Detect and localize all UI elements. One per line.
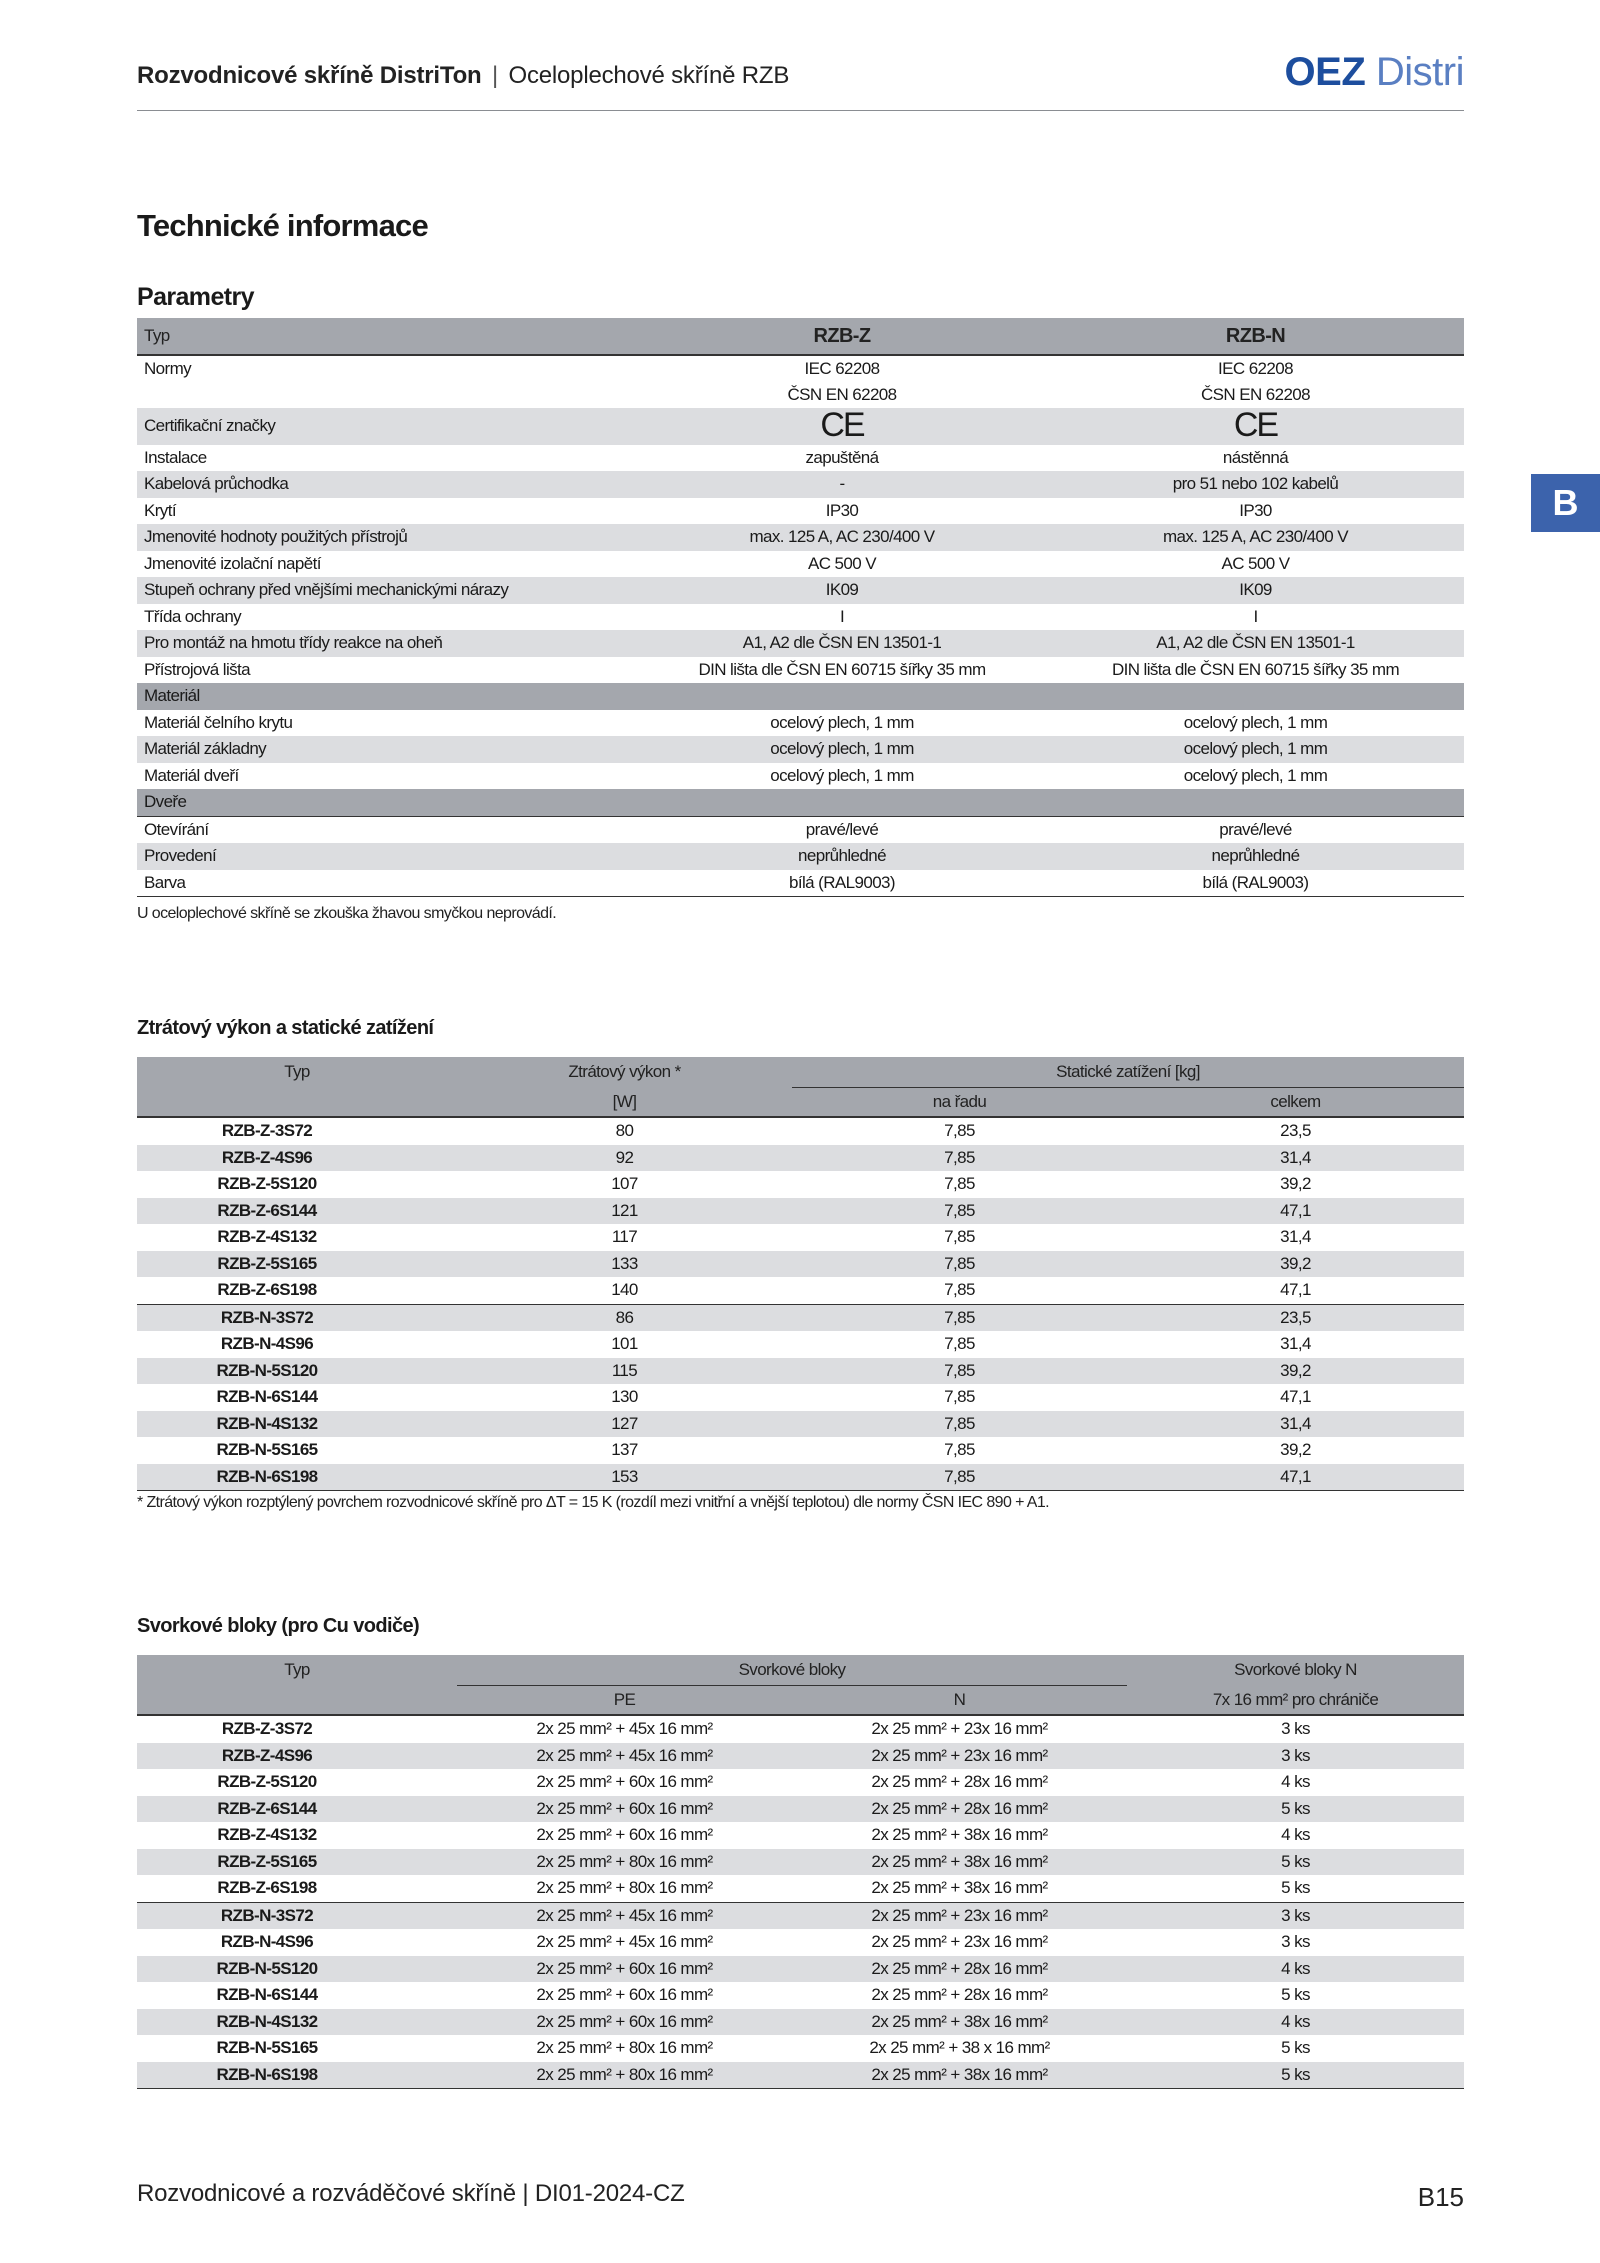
power-title: Ztrátový výkon a statické zatížení <box>137 1017 434 1039</box>
terminals-header-pe: PE <box>457 1686 792 1716</box>
header-title-rest: Oceloplechové skříně RZB <box>508 62 790 89</box>
param-value-n: ocelový plech, 1 mm <box>1183 739 1328 758</box>
params-group-material <box>137 683 1464 710</box>
params-header-typ: Typ <box>137 318 637 355</box>
param-value-z: ocelový plech, 1 mm <box>770 765 914 785</box>
brand-oez: OEZ <box>1284 50 1366 94</box>
param-value-n: I <box>1253 606 1258 626</box>
row-load: 7,85 <box>792 1464 1127 1491</box>
footer-text: Rozvodnicové a rozváděčové skříně | DI01-2024-CZ <box>137 2180 685 2207</box>
table-row <box>137 2035 1464 2062</box>
param-value-z: ocelový plech, 1 mm <box>770 739 914 758</box>
page-number: B15 <box>1417 2182 1464 2212</box>
param-value-n: IP30 <box>1239 500 1272 520</box>
table-row <box>137 1902 1464 1929</box>
params-header-row <box>137 318 1464 355</box>
terminals-table <box>137 1655 1464 2089</box>
terminals-header-n: N <box>792 1686 1127 1716</box>
row-typ: RZB-N-3S72 <box>137 1902 457 1929</box>
power-subheader-row <box>137 1088 1464 1118</box>
row-pe: 2x 25 mm² + 80x 16 mm² <box>457 2062 792 2089</box>
table-row <box>137 1331 1464 1358</box>
terminals-header-blocks-n: Svorkové bloky N <box>1234 1660 1357 1680</box>
row-n: 2x 25 mm² + 38x 16 mm² <box>871 1825 1048 1844</box>
row-loss: 140 <box>611 1280 638 1299</box>
power-subheader-empty <box>137 1088 457 1118</box>
row-n: 2x 25 mm² + 23x 16 mm² <box>871 1719 1048 1738</box>
row-loss: 153 <box>457 1464 792 1491</box>
row-total: 47,1 <box>1127 1464 1464 1491</box>
param-label: Krytí <box>144 500 176 520</box>
row-pe: 2x 25 mm² + 45x 16 mm² <box>536 1719 713 1738</box>
table-row <box>137 1358 1464 1385</box>
table-row <box>137 1849 1464 1876</box>
row-pe: 2x 25 mm² + 80x 16 mm² <box>536 2038 713 2057</box>
params-row <box>137 355 1464 408</box>
row-total: 23,5 <box>1280 1121 1311 1140</box>
row-load: 7,85 <box>944 1360 975 1380</box>
params-row <box>137 498 1464 525</box>
row-typ: RZB-Z-6S198 <box>217 1878 317 1897</box>
param-value-z: - <box>839 474 845 493</box>
power-header-loss: Ztrátový výkon * <box>568 1062 681 1082</box>
param-value-z: I <box>839 606 845 626</box>
row-typ: RZB-Z-6S144 <box>217 1200 317 1220</box>
params-row <box>137 471 1464 498</box>
params-row <box>137 408 1464 445</box>
param-value-z: max. 125 A, AC 230/400 V <box>749 527 935 546</box>
table-row <box>137 1277 1464 1304</box>
row-typ: RZB-N-6S144 <box>216 1985 318 2004</box>
row-typ: RZB-N-6S198 <box>137 1464 457 1491</box>
param-value-n: ocelový plech, 1 mm <box>1183 765 1328 785</box>
params-title: Parametry <box>137 283 254 311</box>
param-value-z: ocelový plech, 1 mm <box>770 712 914 732</box>
row-blocks-n: 3 ks <box>1281 1745 1310 1765</box>
row-typ: RZB-N-5S165 <box>216 2038 318 2057</box>
power-header-static: Statické zatížení [kg] <box>792 1057 1464 1088</box>
param-value-n-line2: ČSN EN 62208 <box>1200 385 1311 404</box>
header-separator: | <box>491 62 499 89</box>
terminals-subheader-row <box>137 1686 1464 1716</box>
section-title: Technické informace <box>137 208 428 243</box>
param-value-z: AC 500 V <box>808 553 876 573</box>
row-load: 7,85 <box>944 1440 975 1459</box>
row-loss: 133 <box>611 1253 638 1273</box>
ce-mark-icon: CE <box>1233 408 1278 444</box>
row-typ: RZB-Z-6S144 <box>217 1798 317 1818</box>
row-total: 47,1 <box>1280 1387 1311 1406</box>
row-blocks-n: 5 ks <box>1281 1851 1310 1871</box>
power-header-total: celkem <box>1127 1088 1464 1118</box>
row-pe: 2x 25 mm² + 60x 16 mm² <box>536 2011 713 2031</box>
row-load: 7,85 <box>944 1121 975 1140</box>
param-label: Materiál dveří <box>144 765 239 785</box>
params-group-doors <box>137 789 1464 816</box>
row-total: 47,1 <box>1280 1200 1311 1220</box>
power-header-loss-unit: [W] <box>457 1088 792 1118</box>
terminals-body <box>137 1715 1464 2089</box>
table-row <box>137 1224 1464 1251</box>
row-total: 31,4 <box>1280 1147 1311 1167</box>
row-loss: 107 <box>611 1174 638 1193</box>
param-label: Stupeň ochrany před vnějšími mechanickými nárazy <box>144 580 509 599</box>
params-row <box>137 816 1464 843</box>
params-row <box>137 630 1464 657</box>
row-typ: RZB-Z-4S132 <box>217 1227 317 1246</box>
table-row <box>137 1437 1464 1464</box>
row-load: 7,85 <box>944 1200 975 1220</box>
params-row <box>137 604 1464 631</box>
chapter-tab: B <box>1531 474 1600 532</box>
param-label: Instalace <box>144 447 207 467</box>
row-total: 47,1 <box>1280 1280 1311 1299</box>
params-row <box>137 870 1464 897</box>
row-blocks-n: 5 ks <box>1281 1985 1310 2004</box>
row-pe: 2x 25 mm² + 80x 16 mm² <box>536 1878 713 1897</box>
param-value-n: neprůhledné <box>1211 846 1300 865</box>
row-total: 39,2 <box>1280 1253 1311 1273</box>
power-table <box>137 1057 1464 1491</box>
param-value-n: pro 51 nebo 102 kabelů <box>1172 474 1339 493</box>
param-label: Materiál základny <box>144 739 267 758</box>
power-note: * Ztrátový výkon rozptýlený povrchem rozvodnicové skříně pro ΔT = 15 K (rozdíl mezi vnitřní a vnější teplotou) dle normy ČSN IEC 890 + A1. <box>137 1494 1050 1511</box>
row-load: 7,85 <box>944 1147 975 1167</box>
row-loss: 137 <box>611 1440 638 1459</box>
row-n: 2x 25 mm² + 38x 16 mm² <box>871 1851 1048 1871</box>
row-typ: RZB-Z-3S72 <box>221 1719 313 1738</box>
row-blocks-n: 5 ks <box>1281 1878 1310 1897</box>
ce-mark-n <box>1047 408 1464 445</box>
table-row <box>137 1929 1464 1956</box>
table-row <box>137 1198 1464 1225</box>
param-value-n <box>1047 355 1464 408</box>
params-note: U oceloplechové skříně se zkouška žhavou smyčkou neprovádí. <box>137 905 557 922</box>
row-blocks-n: 5 ks <box>1281 2038 1310 2057</box>
param-value-z: zapuštěná <box>805 447 879 467</box>
table-row <box>137 1171 1464 1198</box>
table-row <box>137 1769 1464 1796</box>
row-total: 31,4 <box>1280 1334 1311 1353</box>
row-blocks-n: 3 ks <box>1281 1932 1310 1951</box>
row-blocks-n: 4 ks <box>1281 2011 1310 2031</box>
param-value-z: DIN lišta dle ČSN EN 60715 šířky 35 mm <box>698 659 986 679</box>
params-row <box>137 657 1464 684</box>
params-row <box>137 710 1464 737</box>
row-pe: 2x 25 mm² + 45x 16 mm² <box>457 1902 792 1929</box>
param-label: Jmenovité hodnoty použitých přístrojů <box>144 527 408 546</box>
row-n: 2x 25 mm² + 28x 16 mm² <box>871 1772 1048 1791</box>
row-typ: RZB-N-4S96 <box>220 1334 314 1353</box>
row-typ: RZB-Z-4S96 <box>221 1147 313 1167</box>
row-typ: RZB-N-6S198 <box>137 2062 457 2089</box>
row-blocks-n: 3 ks <box>1281 1719 1310 1738</box>
row-load: 7,85 <box>944 1174 975 1193</box>
row-load: 7,85 <box>792 1304 1127 1331</box>
params-table <box>137 318 1464 897</box>
row-blocks-n: 4 ks <box>1281 1772 1310 1791</box>
row-blocks-n: 5 ks <box>1127 2062 1464 2089</box>
row-typ: RZB-N-5S165 <box>216 1440 318 1459</box>
param-value-n-line1: IEC 62208 <box>1218 359 1293 378</box>
row-n: 2x 25 mm² + 23x 16 mm² <box>792 1902 1127 1929</box>
row-pe: 2x 25 mm² + 60x 16 mm² <box>536 1958 713 1978</box>
power-header-row <box>137 1057 1464 1088</box>
table-row <box>137 1982 1464 2009</box>
table-row <box>137 2009 1464 2036</box>
row-loss: 80 <box>615 1121 634 1140</box>
param-value-z <box>637 355 1047 408</box>
row-blocks-n: 4 ks <box>1281 1958 1310 1978</box>
params-row <box>137 551 1464 578</box>
param-label: Přístrojová lišta <box>144 659 251 679</box>
params-row <box>137 524 1464 551</box>
row-loss: 121 <box>611 1200 638 1220</box>
params-row <box>137 843 1464 870</box>
param-value-n: pravé/levé <box>1219 819 1292 839</box>
brand-logo <box>1285 50 1464 95</box>
row-loss: 117 <box>611 1227 638 1246</box>
row-total: 39,2 <box>1280 1440 1311 1459</box>
param-label: Pro montáž na hmotu třídy reakce na oheň <box>144 633 443 652</box>
param-value-z: A1, A2 dle ČSN EN 13501-1 <box>742 633 942 652</box>
row-typ: RZB-Z-5S120 <box>217 1174 317 1193</box>
row-total: 31,4 <box>1280 1227 1311 1246</box>
row-n: 2x 25 mm² + 28x 16 mm² <box>871 1958 1048 1978</box>
row-typ: RZB-N-5S120 <box>216 1958 318 1978</box>
param-value-z: pravé/levé <box>805 819 879 839</box>
row-n: 2x 25 mm² + 23x 16 mm² <box>871 1745 1048 1765</box>
param-label: Materiál čelního krytu <box>144 712 293 732</box>
row-load: 7,85 <box>944 1227 975 1246</box>
param-value-n: DIN lišta dle ČSN EN 60715 šířky 35 mm <box>1111 659 1400 679</box>
terminals-header-n-protect: 7x 16 mm² pro chrániče <box>1127 1686 1464 1716</box>
power-header-row-load: na řadu <box>792 1088 1127 1118</box>
table-row <box>137 1304 1464 1331</box>
row-load: 7,85 <box>944 1280 975 1299</box>
row-typ: RZB-N-3S72 <box>137 1304 457 1331</box>
table-row <box>137 1743 1464 1770</box>
table-row <box>137 1117 1464 1145</box>
param-value-n: bílá (RAL9003) <box>1047 870 1464 897</box>
row-pe: 2x 25 mm² + 60x 16 mm² <box>536 1798 713 1818</box>
table-row <box>137 1464 1464 1491</box>
row-blocks-n: 5 ks <box>1281 1798 1310 1818</box>
table-row <box>137 1796 1464 1823</box>
row-total: 31,4 <box>1280 1413 1311 1433</box>
row-typ: RZB-N-4S96 <box>220 1932 314 1951</box>
row-loss: 92 <box>615 1147 634 1167</box>
power-header-typ: Typ <box>284 1062 310 1082</box>
row-typ: RZB-N-6S144 <box>216 1387 318 1406</box>
table-row <box>137 1251 1464 1278</box>
row-typ: RZB-Z-4S132 <box>217 1825 317 1844</box>
param-value-n: IK09 <box>1239 580 1272 599</box>
terminals-title: Svorkové bloky (pro Cu vodiče) <box>137 1615 420 1637</box>
table-row <box>137 1384 1464 1411</box>
row-typ: RZB-Z-4S96 <box>221 1745 313 1765</box>
table-row <box>137 1956 1464 1983</box>
row-pe: 2x 25 mm² + 45x 16 mm² <box>536 1932 713 1951</box>
param-label: Normy <box>144 359 192 378</box>
row-pe: 2x 25 mm² + 80x 16 mm² <box>536 1851 713 1871</box>
param-value-z: bílá (RAL9003) <box>637 870 1047 897</box>
row-total: 23,5 <box>1127 1304 1464 1331</box>
row-typ: RZB-Z-5S120 <box>217 1772 317 1791</box>
table-row <box>137 1715 1464 1743</box>
param-value-z-line1: IEC 62208 <box>804 359 880 378</box>
row-pe: 2x 25 mm² + 60x 16 mm² <box>536 1985 713 2004</box>
param-label: Certifikační značky <box>144 416 276 435</box>
param-value-z: IK09 <box>825 580 859 599</box>
param-label: Otevírání <box>144 819 209 839</box>
param-value-z: IP30 <box>825 500 859 520</box>
group-label: Materiál <box>137 683 1464 710</box>
row-typ: RZB-N-4S132 <box>216 2011 318 2031</box>
row-pe: 2x 25 mm² + 60x 16 mm² <box>536 1825 713 1844</box>
param-label: Jmenovité izolační napětí <box>144 553 321 573</box>
params-row <box>137 763 1464 790</box>
terminals-header-row <box>137 1655 1464 1686</box>
row-blocks-n: 4 ks <box>1281 1825 1310 1844</box>
param-value-n: nástěnná <box>1222 447 1289 467</box>
terminals-subheader-empty <box>137 1686 457 1716</box>
params-header-rzb-n: RZB-N <box>1047 318 1464 355</box>
row-blocks-n: 3 ks <box>1127 1902 1464 1929</box>
row-typ: RZB-Z-5S165 <box>217 1253 317 1273</box>
ce-mark-icon: CE <box>820 408 864 444</box>
row-loss: 86 <box>457 1304 792 1331</box>
row-loss: 115 <box>611 1360 638 1380</box>
params-row <box>137 736 1464 763</box>
table-row <box>137 1875 1464 1902</box>
table-row <box>137 1145 1464 1172</box>
param-label: Barva <box>137 870 637 897</box>
brand-distri: Distri <box>1375 50 1464 94</box>
param-value-n: AC 500 V <box>1221 553 1290 573</box>
header-title <box>137 62 789 90</box>
param-label: Kabelová průchodka <box>144 474 289 493</box>
row-typ: RZB-Z-6S198 <box>217 1280 317 1299</box>
row-n: 2x 25 mm² + 38x 16 mm² <box>871 1878 1048 1897</box>
row-load: 7,85 <box>944 1413 975 1433</box>
params-row <box>137 445 1464 472</box>
page-header <box>137 52 1464 111</box>
row-pe: 2x 25 mm² + 60x 16 mm² <box>536 1772 713 1791</box>
row-typ: RZB-Z-5S165 <box>217 1851 317 1871</box>
row-n: 2x 25 mm² + 38x 16 mm² <box>792 2062 1127 2089</box>
row-load: 7,85 <box>944 1387 975 1406</box>
row-n: 2x 25 mm² + 38x 16 mm² <box>871 2011 1048 2031</box>
row-typ: RZB-N-4S132 <box>216 1413 318 1433</box>
ce-mark-z <box>637 408 1047 445</box>
param-label: Provedení <box>144 846 217 865</box>
param-value-n: max. 125 A, AC 230/400 V <box>1162 527 1348 546</box>
params-header-rzb-z: RZB-Z <box>637 318 1047 355</box>
param-value-n: ocelový plech, 1 mm <box>1183 712 1328 732</box>
row-typ: RZB-Z-3S72 <box>221 1121 313 1140</box>
terminals-header-blocks: Svorkové bloky <box>457 1655 1127 1686</box>
row-n: 2x 25 mm² + 38 x 16 mm² <box>869 2038 1050 2057</box>
row-total: 39,2 <box>1280 1174 1311 1193</box>
row-n: 2x 25 mm² + 28x 16 mm² <box>871 1798 1048 1818</box>
param-value-z-line2: ČSN EN 62208 <box>787 385 897 404</box>
row-loss: 130 <box>611 1387 638 1406</box>
group-label: Dveře <box>137 789 1464 816</box>
header-title-bold: Rozvodnicové skříně DistriTon <box>137 62 482 89</box>
row-pe: 2x 25 mm² + 45x 16 mm² <box>536 1745 713 1765</box>
table-row <box>137 1411 1464 1438</box>
row-load: 7,85 <box>944 1334 975 1353</box>
row-typ: RZB-N-5S120 <box>216 1360 318 1380</box>
power-body <box>137 1117 1464 1491</box>
table-row <box>137 2062 1464 2089</box>
row-n: 2x 25 mm² + 23x 16 mm² <box>871 1932 1048 1951</box>
row-loss: 101 <box>611 1334 638 1353</box>
row-total: 39,2 <box>1280 1360 1311 1380</box>
row-loss: 127 <box>611 1413 638 1433</box>
terminals-header-typ: Typ <box>284 1660 310 1680</box>
params-row <box>137 577 1464 604</box>
table-row <box>137 1822 1464 1849</box>
param-label: Třída ochrany <box>144 606 242 626</box>
param-value-z: neprůhledné <box>798 846 886 865</box>
row-n: 2x 25 mm² + 28x 16 mm² <box>871 1985 1048 2004</box>
row-load: 7,85 <box>944 1253 975 1273</box>
param-value-n: A1, A2 dle ČSN EN 13501-1 <box>1156 633 1355 652</box>
